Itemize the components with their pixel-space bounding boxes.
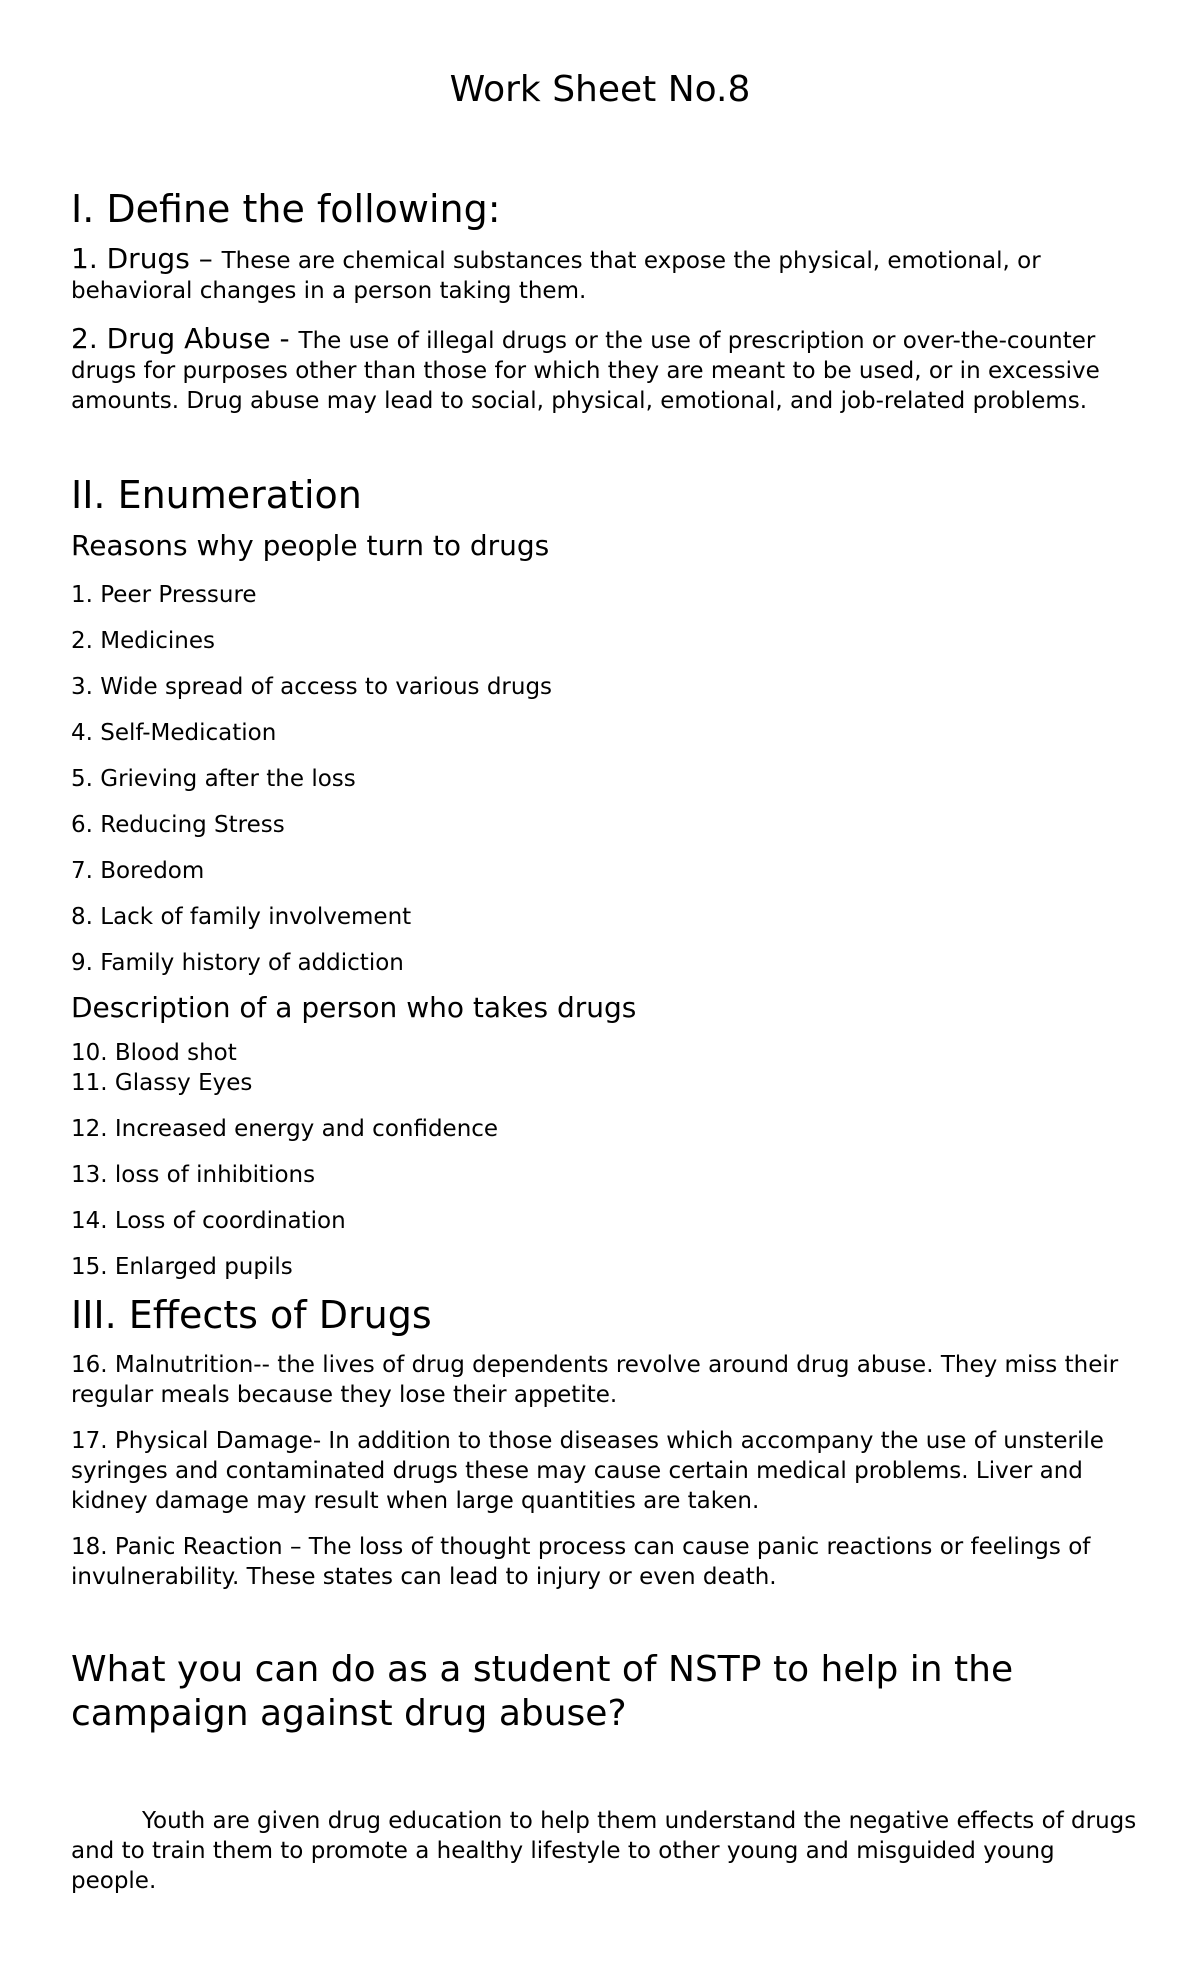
list-item: 8. Lack of family involvement [71, 904, 412, 930]
definition-text: These are chemical substances that expose the physical, emotional, or behavioral changes in a person taking them. [71, 248, 1041, 304]
definition-term: 1. Drugs [71, 242, 190, 275]
definition-term: 2. Drug Abuse [71, 322, 271, 355]
list-item: 16. Malnutrition-- the lives of drug dependents revolve around drug abuse. They miss their regular meals because they lose their appetite. [71, 1352, 1119, 1408]
worksheet-content [71, 186, 1141, 1896]
answer-paragraph: Youth are given drug education to help them understand the negative effects of drugs and to train them to promote a healthy lifestyle to other young and misguided young people. [71, 1808, 1137, 1894]
descriptions-list [71, 1038, 1141, 1282]
list-item: 3. Wide spread of access to various drugs [71, 674, 553, 700]
page-title: Work Sheet No.8 [449, 69, 751, 110]
reasons-heading: Reasons why people turn to drugs [71, 529, 550, 562]
list-item: 4. Self-Medication [71, 720, 277, 746]
list-item: 1. Peer Pressure [71, 582, 257, 608]
definition-separator: – [189, 242, 222, 275]
list-item: 17. Physical Damage- In addition to those diseases which accompany the use of unsterile syringes and contaminated drugs these may cause certain medical problems. Liver and kidney damage may result when large quantities are taken. [71, 1428, 1104, 1514]
definition-drug-abuse [71, 324, 1141, 416]
definition-drugs [71, 244, 1141, 306]
section-2-heading: II. Enumeration [71, 473, 362, 517]
list-item: 9. Family history of addiction [71, 950, 404, 976]
list-item: 12. Increased energy and confidence [71, 1116, 499, 1142]
list-item: 2. Medicines [71, 628, 215, 654]
section-1-heading: I. Define the following: [71, 187, 501, 231]
list-item: 6. Reducing Stress [71, 812, 285, 838]
list-item: 7. Boredom [71, 858, 205, 884]
list-item: 15. Enlarged pupils [71, 1254, 293, 1280]
list-item: 18. Panic Reaction – The loss of thought process can cause panic reactions or feelings of invulnerability. These states can lead to injury or even death. [71, 1534, 1091, 1590]
list-item: 14. Loss of coordination [71, 1208, 346, 1234]
list-item: 10. Blood shot [71, 1040, 237, 1066]
list-item: 13. loss of inhibitions [71, 1162, 316, 1188]
definition-text: The use of illegal drugs or the use of prescription or over-the-counter drugs for purposes other than those for which they are meant to be used, or in excessive amounts. Drug abuse may lead to social, physical, emotional, and job-related problems. [71, 328, 1100, 414]
effects-list [71, 1350, 1141, 1592]
reasons-list [71, 580, 1141, 978]
section-3-heading: III. Effects of Drugs [71, 1293, 432, 1337]
list-item: 11. Glassy Eyes [71, 1070, 253, 1096]
question-heading: What you can do as a student of NSTP to help in the campaign against drug abuse? [71, 1649, 1014, 1734]
description-heading: Description of a person who takes drugs [71, 991, 637, 1024]
list-item: 5. Grieving after the loss [71, 766, 356, 792]
definition-separator: - [270, 322, 299, 355]
